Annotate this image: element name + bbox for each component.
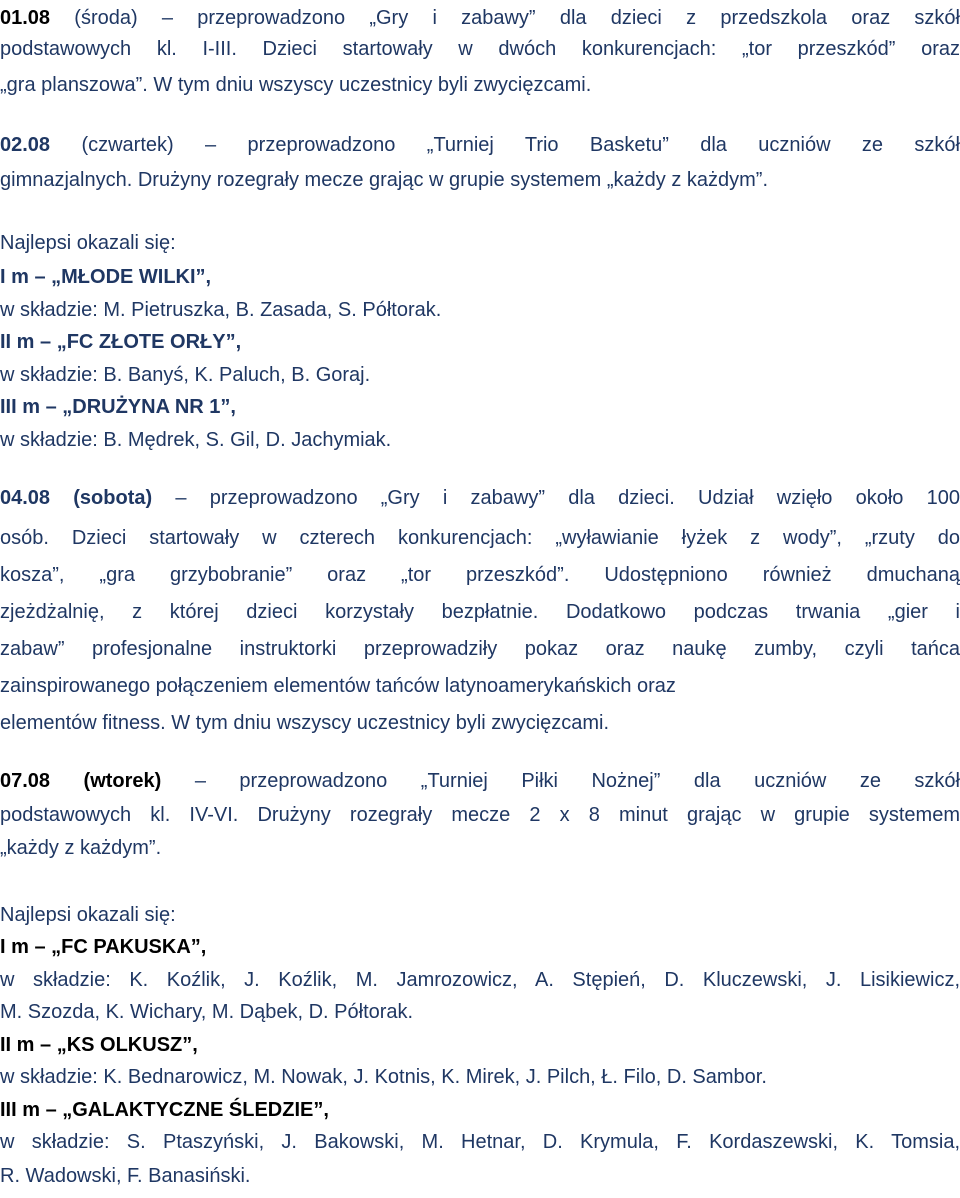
- p4-line-2: podstawowych kl. IV-VI. Drużyny rozegrały mecze 2 x 8 minut grając w grupie systemem: [0, 804, 960, 826]
- p2-place-1-title: I m – „MŁODE WILKI”,: [0, 266, 212, 288]
- p3-line-1: [0, 480, 960, 516]
- p1-line-1-text: (środa) – przeprowadzono „Gry i zabawy” dla dzieci z przedszkola oraz szkół: [50, 7, 960, 29]
- p4-best-heading: Najlepsi okazali się:: [0, 904, 176, 926]
- p3-line-6: zainspirowanego połączeniem elementów tańców latynoamerykańskich oraz: [0, 675, 676, 697]
- p2-place-3-title: III m – „DRUŻYNA NR 1”,: [0, 396, 236, 418]
- p4-place-3-title: III m – „GALAKTYCZNE ŚLEDZIE”,: [0, 1099, 329, 1121]
- p2-place-1-team: w składzie: M. Pietruszka, B. Zasada, S. Półtorak.: [0, 299, 442, 321]
- p4-place-3-team-line-2: R. Wadowski, F. Banasiński.: [0, 1165, 251, 1187]
- p2-best-heading: Najlepsi okazali się:: [0, 232, 176, 254]
- p4-place-1-team-line-2: M. Szozda, K. Wichary, M. Dąbek, D. Półtorak.: [0, 1001, 414, 1023]
- p3-line-3: kosza”, „gra grzybobranie” oraz „tor przeszkód”. Udostępniono również dmuchaną: [0, 564, 960, 586]
- p1-line-3: „gra planszowa”. W tym dniu wszyscy uczestnicy byli zwycięzcami.: [0, 74, 592, 96]
- p3-line-4: zjeżdżalnię, z której dzieci korzystały bezpłatnie. Dodatkowo podczas trwania „gier i: [0, 601, 960, 623]
- p2-place-3-team: w składzie: B. Mędrek, S. Gil, D. Jachymiak.: [0, 429, 392, 451]
- p2-place-2-team: w składzie: B. Banyś, K. Paluch, B. Goraj.: [0, 364, 371, 386]
- p4-date: 07.08 (wtorek): [0, 770, 162, 792]
- p2-line-2: gimnazjalnych. Drużyny rozegrały mecze grając w grupie systemem „każdy z każdym”.: [0, 169, 769, 191]
- p2-place-2-title: II m – „FC ZŁOTE ORŁY”,: [0, 331, 242, 353]
- p4-place-1-team-line-1: w składzie: K. Koźlik, J. Koźlik, M. Jamrozowicz, A. Stępień, D. Kluczewski, J. Lisikiewicz,: [0, 969, 960, 991]
- p4-line-1-text: – przeprowadzono „Turniej Piłki Nożnej” dla uczniów ze szkół: [161, 770, 960, 792]
- p4-line-3: „każdy z każdym”.: [0, 837, 162, 859]
- p3-line-2: osób. Dzieci startowały w czterech konkurencjach: „wyławianie łyżek z wody”, „rzuty do: [0, 527, 960, 549]
- p3-line-1-text: – przeprowadzono „Gry i zabawy” dla dzieci. Udział wzięło około 100: [152, 487, 960, 509]
- p2-line-1-text: (czwartek) – przeprowadzono „Turniej Trio Basketu” dla uczniów ze szkół: [50, 134, 960, 156]
- p3-line-7: elementów fitness. W tym dniu wszyscy uczestnicy byli zwycięzcami.: [0, 712, 610, 734]
- p4-place-2-title: II m – „KS OLKUSZ”,: [0, 1034, 198, 1056]
- p4-line-1: [0, 763, 960, 799]
- p4-place-3-team-line-1: w składzie: S. Ptaszyński, J. Bakowski, M. Hetnar, D. Krymula, F. Kordaszewski, K. Tomsia,: [0, 1131, 960, 1153]
- p2-date: 02.08: [0, 134, 51, 156]
- p2-line-1: [0, 127, 960, 163]
- p4-place-1-title: I m – „FC PAKUSKA”,: [0, 936, 207, 958]
- p1-line-2: podstawowych kl. I-III. Dzieci startowały w dwóch konkurencjach: „tor przeszkód” oraz: [0, 38, 960, 60]
- p1-date: 01.08: [0, 7, 51, 29]
- p4-place-2-team: w składzie: K. Bednarowicz, M. Nowak, J. Kotnis, K. Mirek, J. Pilch, Ł. Filo, D. Sambor.: [0, 1066, 767, 1088]
- p3-line-5: zabaw” profesjonalne instruktorki przeprowadziły pokaz oraz naukę zumby, czyli tańca: [0, 638, 960, 660]
- p3-date: 04.08 (sobota): [0, 487, 153, 509]
